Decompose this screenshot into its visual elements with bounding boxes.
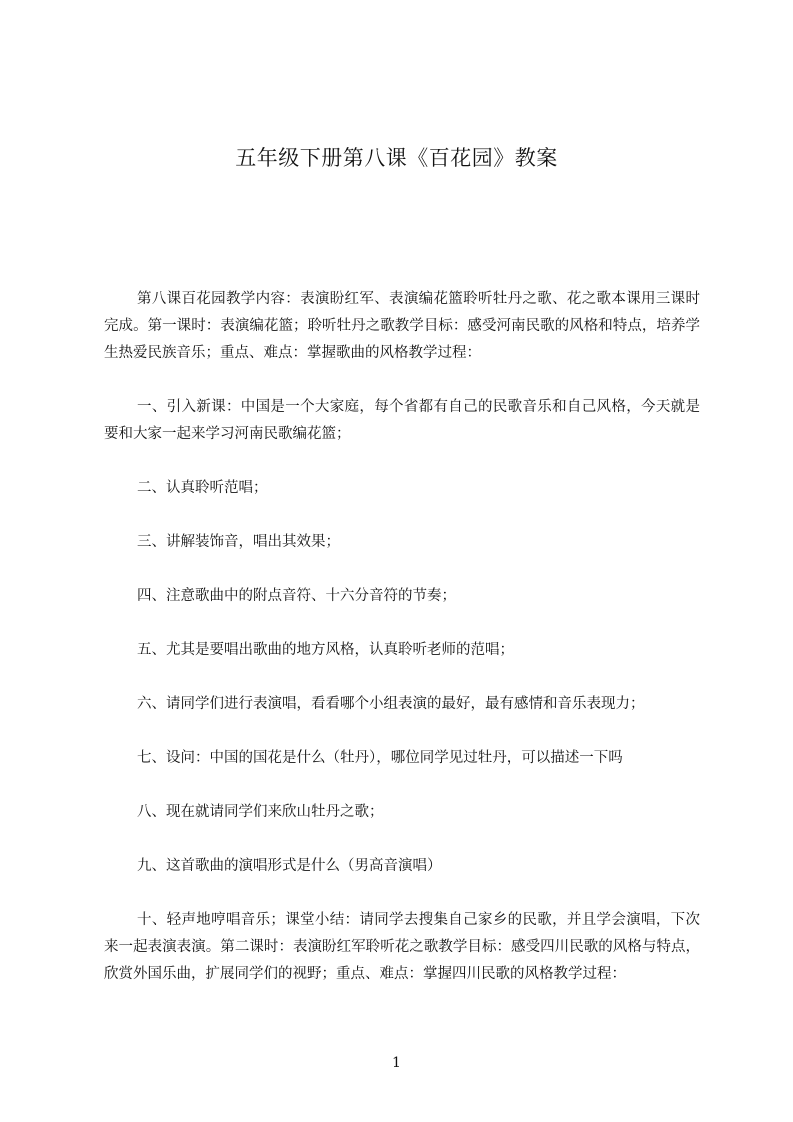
- paragraph-step-1: 一、引入新课：中国是一个大家庭，每个省都有自己的民歌音乐和自己风格，今天就是要和大家一起来学习河南民歌编花篮；: [104, 399, 700, 442]
- paragraph-step-6: 六、请同学们进行表演唱，看看哪个小组表演的最好，最有感情和音乐表现力；: [137, 696, 645, 712]
- paragraph-step-8: 八、现在就请同学们来欣山牡丹之歌；: [137, 804, 384, 820]
- paragraph-step-2: 二、认真聆听范唱；: [137, 480, 268, 496]
- page-number: 1: [392, 1055, 401, 1071]
- paragraph-step-9: 九、这首歌曲的演唱形式是什么（男高音演唱）: [137, 858, 442, 874]
- document-title: 五年级下册第八课《百花园》教案: [235, 146, 558, 170]
- paragraph-intro: 第八课百花园教学内容：表演盼红军、表演编花篮聆听牡丹之歌、花之歌本课用三课时完成。第一课时：表演编花篮；聆听牡丹之歌教学目标：感受河南民歌的风格和特点，培养学生热爱民族音乐；重点、难点：掌握歌曲的风格教学过程：: [104, 291, 700, 361]
- document-body: [104, 286, 700, 988]
- paragraph-step-4: 四、注意歌曲中的附点音符、十六分音符的节奏；: [137, 588, 456, 604]
- paragraph-step-7: 七、设问：中国的国花是什么（牡丹），哪位同学见过牡丹，可以描述一下吗: [137, 750, 623, 766]
- paragraph-step-3: 三、讲解装饰音，唱出其效果；: [137, 534, 340, 550]
- paragraph-step-5: 五、尤其是要唱出歌曲的地方风格，认真聆听老师的范唱；: [137, 642, 514, 658]
- paragraph-step-10: 十、轻声地哼唱音乐；课堂小结：请同学去搜集自己家乡的民歌，并且学会演唱，下次来一起表演表演。第二课时：表演盼红军聆听花之歌教学目标：感受四川民歌的风格与特点，欣赏外国乐曲，扩展同学们的视野；重点、难点：掌握四川民歌的风格教学过程：: [104, 912, 700, 982]
